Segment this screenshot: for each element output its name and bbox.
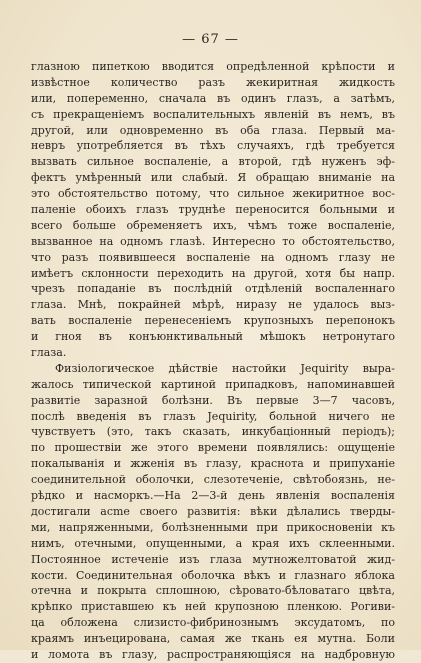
body-text: [31, 59, 395, 663]
text-line: чувствуетъ (это, такъ сказать, инкубаціонный періодъ);: [31, 425, 395, 439]
text-line: развитіе заразной болѣзни. Въ первые 3—7 часовъ,: [31, 393, 395, 407]
text-line: кости. Соединительная оболочка вѣкъ и глазнаго яблока: [31, 568, 395, 582]
text-line: жалось типической картиной припадковъ, напоминавшей: [31, 377, 395, 391]
text-line: вать воспаленіе перенесеніемъ крупозныхъ перепонокъ: [31, 314, 395, 328]
text-line: невръ употребляется въ тѣхъ случаяхъ, гдѣ требуется: [31, 139, 395, 153]
text-line: паленіе обоихъ глазъ труднѣе переносится больными и: [31, 203, 395, 217]
text-line: другой, или одновременно въ оба глаза. Первый ма-: [31, 123, 395, 137]
text-line: глаза.: [31, 346, 67, 360]
text-line: или, попеременно, сначала въ одинъ глазъ, а затѣмъ,: [31, 91, 395, 105]
text-line: краямъ инъецирована, самая же ткань ея мутна. Боли: [31, 632, 395, 646]
text-line: Физіологическое дѣйствіе настойки Jequirity выра-: [55, 361, 395, 375]
text-line: вызванное на одномъ глазѣ. Интересно то обстоятельство,: [31, 234, 395, 248]
text-line: достигали acme своего развитія: вѣки дѣлались тверды-: [31, 504, 395, 518]
text-line: фектъ умѣренный или слабый. Я обращаю вниманіе на: [31, 171, 395, 185]
text-line: по прошествіи же этого времени появлялись: ощущеніе: [31, 441, 395, 455]
text-line: покалыванія и жженія въ глазу, краснота и припуханіе: [31, 457, 395, 471]
text-line: имѣетъ склонности переходить на другой, хотя бы напр.: [31, 266, 395, 280]
text-line: съ прекращеніемъ воспалительныхъ явленій въ немъ, въ: [31, 107, 395, 121]
text-line: и гноя въ конъюнктивальный мѣшокъ нетронутаго: [31, 330, 395, 344]
text-line: послѣ введенія въ глазъ Jequirity, больной ничего не: [31, 409, 395, 423]
text-line: это обстоятельство потому, что сильное жекиритное вос-: [31, 187, 395, 201]
text-line: крѣпко приставшею къ ней крупозною пленкою. Рогиви-: [31, 600, 395, 614]
text-line: всего больше обременяетъ ихъ, чѣмъ тоже воспаленіе,: [31, 218, 395, 232]
text-line: отечна и покрыта сплошною, сѣровато-бѣловатаго цвѣта,: [31, 584, 395, 598]
text-line: чрезъ попаданіе въ послѣдній отдѣленій воспаленнаго: [31, 282, 395, 296]
text-line: Постоянное истеченіе изъ глаза мутножелтоватой жид-: [31, 552, 395, 566]
text-line: глаза. Мнѣ, покрайней мѣрѣ, ниразу не удалось выз-: [31, 298, 395, 312]
text-line: глазною пипеткою вводится опредѣленной крѣпости и: [31, 60, 395, 73]
text-line: вызвать сильное воспаленіе, а второй, гдѣ нуженъ эф-: [31, 155, 395, 169]
text-line: соединительной оболочки, слезотеченіе, свѣтобоязнь, не-: [31, 473, 395, 487]
text-line: рѣдко и насморкъ.—На 2—3-й день явленія воспаленія: [31, 489, 395, 503]
text-line: извѣстное количество разъ жекиритная жидкость: [31, 75, 395, 89]
text-line: что разъ появившееся воспаленіе на одномъ глазу не: [31, 250, 395, 264]
text-line: нимъ, отечными, опущенными, а края ихъ склеенными.: [31, 536, 395, 550]
page-number: — 67 —: [182, 32, 239, 47]
text-line: ми, напряженными, болѣзненными при прикосновеніи къ: [31, 520, 395, 534]
text-line: ца обложена слизисто-фибринознымъ эксудатомъ, по: [31, 616, 395, 630]
text-line: и ломота въ глазу, распространяющіяся на надбровную: [31, 647, 395, 661]
